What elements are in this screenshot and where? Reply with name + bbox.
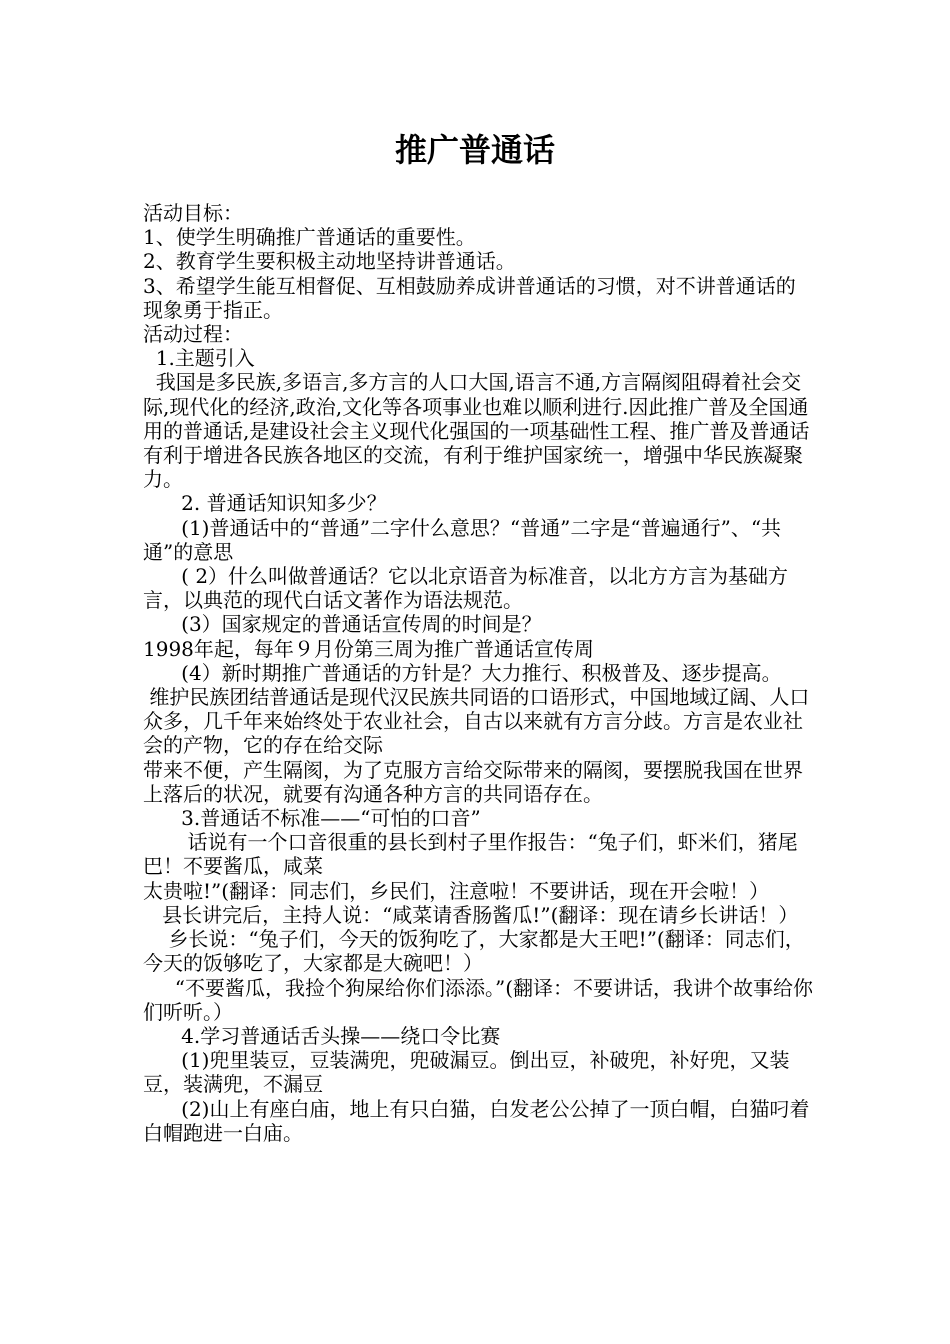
paragraph-goal-heading: 活动目标：: [143, 201, 243, 225]
paragraph-section-2-heading: 2. 普通话知识知多少？: [143, 491, 387, 516]
paragraph-unity-cont: 带来不便，产生隔阂，为了克服方言给交际带来的隔阂，要摆脱我国在世界上落后的状况，就要有沟通各种方言的共同语存在。: [143, 757, 803, 806]
paragraph-story-1: 话说有一个口音很重的县长到村子里作报告：“兔子们，虾米们，猪尾巴！不要酱瓜，咸菜: [143, 830, 798, 879]
paragraph-tongue-twister-1: (1)兜里装豆，豆装满兜，兜破漏豆。倒出豆，补破兜，补好兜，又装豆，装满兜，不漏豆: [143, 1048, 790, 1097]
paragraph-question-3: (3）国家规定的普通话宣传周的时间是？: [143, 612, 542, 637]
paragraph-story-5: “不要酱瓜，我捡个狗屎给你们添添。”(翻译：不要讲话，我讲个故事给你们听听。）: [143, 975, 814, 1024]
paragraph-tongue-twister-2: (2)山上有座白庙，地上有只白猫，白发老公公掉了一顶白帽，白猫叼着白帽跑进一白庙。: [143, 1096, 810, 1145]
paragraph-question-1: (1)普通话中的“普通”二字什么意思？“普通”二字是“普遍通行”、“共通”的意思: [143, 515, 782, 564]
document-body: [143, 201, 815, 1145]
paragraph-section-1-body: 我国是多民族,多语言,多方言的人口大国,语言不通,方言隔阂阻碍着社会交际,现代化的经济,政治,文化等各项事业也难以顺利进行.因此推广普及全国通用的普通话,是建设社会主义现代化强国的一项基础性工程、推广普及普通话有利于增进各民族各地区的交流，有利于维护国家统一，增强中华民族凝聚力。: [143, 370, 810, 492]
paragraph-answer-3: 1998年起，每年９月份第三周为推广普通话宣传周: [143, 636, 594, 661]
paragraph-story-4: 乡长说：“兔子们，今天的饭狗吃了，大家都是大王吧!”(翻译：同志们，今天的饭够吃了，大家都是大碗吧！）: [143, 927, 805, 976]
paragraph-goal-2: 2、教育学生要积极主动地坚持讲普通话。: [143, 249, 516, 274]
paragraph-unity: 维护民族团结普通话是现代汉民族共同语的口语形式，中国地域辽阔、人口众多，几千年来始终处于农业社会，自古以来就有方言分歧。方言是农业社会的产物，它的存在给交际: [143, 685, 810, 758]
paragraph-story-3: 县长讲完后，主持人说：“咸菜请香肠酱瓜!”(翻译：现在请乡长讲话！）: [143, 902, 799, 927]
paragraph-goal-3: 3、希望学生能互相督促、互相鼓励养成讲普通话的习惯，对不讲普通话的现象勇于指正。: [143, 273, 796, 322]
document-title: 推广普通话: [394, 131, 555, 169]
paragraph-process-heading: 活动过程：: [143, 322, 243, 347]
paragraph-section-1-heading: 1.主题引入: [143, 346, 255, 371]
paragraph-story-2: 太贵啦!”(翻译：同志们，乡民们，注意啦！不要讲话，现在开会啦！）: [143, 878, 770, 903]
paragraph-section-3-heading: 3.普通话不标准——“可怕的口音”: [143, 806, 481, 831]
paragraph-question-4: (4）新时期推广普通话的方针是？大力推行、积极普及、逐步提高。: [143, 660, 782, 685]
paragraph-goal-1: 1、使学生明确推广普通话的重要性。: [143, 225, 476, 250]
paragraph-section-4-heading: 4.学习普通话舌头操——绕口令比赛: [143, 1023, 501, 1048]
paragraph-question-2: ( 2）什么叫做普通话？它以北京语音为标准音，以北方方言为基础方言，以典范的现代白话文著作为语法规范。: [143, 564, 789, 613]
